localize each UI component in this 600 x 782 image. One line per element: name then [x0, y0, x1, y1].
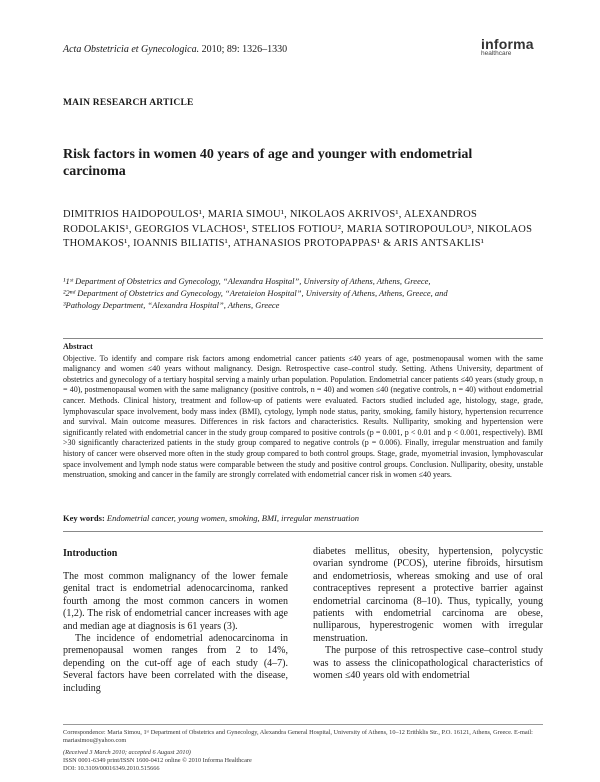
affiliations [63, 275, 543, 311]
intro-heading: Introduction [63, 548, 118, 559]
journal-volume: 2010; 89: 1326–1330 [201, 44, 288, 55]
keywords-values: Endometrial cancer, young women, smoking, BMI, irregular menstruation [106, 513, 359, 523]
intro-paragraph-4: The purpose of this retrospective case–control study was to assess the clinicopathological characteristics of women ≤40 years old with endometrial [313, 645, 543, 682]
author-list: DIMITRIOS HAIDOPOULOS¹, MARIA SIMOU¹, NIKOLAOS AKRIVOS¹, ALEXANDROS RODOLAKIS¹, GEORGIOS VLACHOS¹, STELIOS FOTIOU², MARIA SOTIROPOULOU³, NIKOLAOS THOMAKOS¹, IOANNIS BILIATIS¹, ATHANASIOS PROTOPAPPAS¹ & ARIS ANTSAKLIS¹ [63, 209, 533, 249]
keywords-label: Key words: [63, 513, 105, 523]
logo-main-text: informa [481, 36, 534, 52]
issn: ISSN 0001-6349 print/ISSN 1600-0412 online © 2010 Informa Healthcare [63, 757, 252, 764]
doi: DOI: 10.3109/00016349.2010.515666 [63, 765, 160, 772]
affiliation-1: ¹1ˢᵗ Department of Obstetrics and Gynecology, “Alexandra Hospital”, University of Athens, Athens, Greece, [63, 276, 431, 286]
abstract-body: Objective. To identify and compare risk factors among endometrial cancer patients ≤40 years of age, postmenopausal women with the same malignancy and women ≤40 years without malignancy. Design. Retrospective case–control study. Setting. Athens University, department of obstetrics and gynecology of a tertiary hospital serving a mainly urban population. Population. Endometrial cancer patients ≤40 years (study group, n = 40), postmenopausal women with the same malignancy (positive controls, n = 40) and women ≤40 (negative controls, n = 40) without endometrial cancer. Methods. Clinical history, treatment and follow-up of patients were evaluated. Factors studied included age, histology, stage, grade, lymphovascular space involvement, body mass index (BMI), cytology, lymph node status, parity, smoking, family history, hypertension recurrence and survival. Main outcome measures. Differences in risk factors and characteristics. Results. Nulliparity, smoking and hypertension were significantly related with endometrial cancer in the study group compared to positive controls (p = 0.001, p < 0.01 and p < 0.001, respectively). BMI >30 significantly characterized patients in the study group compared to negative controls (p = 0.006). Finally, irregular menstruation and family history of cancer were observed more often in the study group compared to both control groups. Stage, grade, myometrial invasion, lymphovascular space involvement and lymph node status were comparable between the study and positive control groups. Conclusion. Nulliparity, obesity, unstable menstruation, smoking and cancer in the family are strongly correlated with endometrial cancer risk in women ≤40 years. [63, 353, 543, 480]
intro-right-column [313, 546, 543, 682]
keywords [63, 513, 543, 523]
footer-rule [63, 724, 543, 725]
intro-paragraph-3: diabetes mellitus, obesity, hypertension, polycystic ovarian syndrome (PCOS), uterine fibroids, hirsutism and endometriosis, whereas smoking and use of oral contraceptives represent a protective barrier against endometrial carcinoma (8–10). Thus, typically, young patients with endometrial carcinoma are obese, nulliparous, hyperestrogenic women with irregular menstruation. [313, 546, 543, 644]
abstract-top-rule [63, 338, 543, 339]
intro-paragraph-2: The incidence of endometrial adenocarcinoma in premenopausal women ranges from 2 to 14%, depending on the cut-off age of each study (4–7). Several factors have been correlated with the disease, including [63, 633, 288, 694]
journal-citation [63, 44, 287, 55]
footer [63, 729, 543, 773]
publisher-logo [481, 36, 534, 57]
logo-sub-text: healthcare [481, 50, 512, 57]
section-label: MAIN RESEARCH ARTICLE [63, 98, 194, 108]
abstract-section [63, 342, 543, 481]
correspondence: Correspondence: Maria Simou, 1ˢᵗ Department of Obstetrics and Gynecology, Alexandra General Hospital, University of Athens, 10–12 Erithklis Str., P.O. 16121, Athens, Greece. E-mail: mariasimou@yahoo.com [63, 729, 533, 744]
keywords-bottom-rule [63, 531, 543, 532]
intro-left-column [63, 571, 288, 695]
affiliation-2: ²2ⁿᵈ Department of Obstetrics and Gynecology, “Aretaieion Hospital”, University of Athens, Athens, Greece, and [63, 288, 448, 298]
affiliation-3: ³Pathology Department, “Alexandra Hospital”, Athens, Greece [63, 300, 280, 310]
intro-paragraph-1: The most common malignancy of the lower female genital tract is endometrial adenocarcinoma, ranked fourth among the most common cancers in women (1,2). The risk of endometrial cancer increases with age and median age at diagnosis is 61 years (3). [63, 571, 288, 632]
abstract-heading: Abstract [63, 342, 93, 351]
journal-name: Acta Obstetricia et Gynecologica. [63, 44, 200, 55]
article-title: Risk factors in women 40 years of age and younger with endometrial carcinoma [63, 147, 473, 179]
received-dates: (Received 3 March 2010; accepted 6 August 2010) [63, 749, 191, 756]
